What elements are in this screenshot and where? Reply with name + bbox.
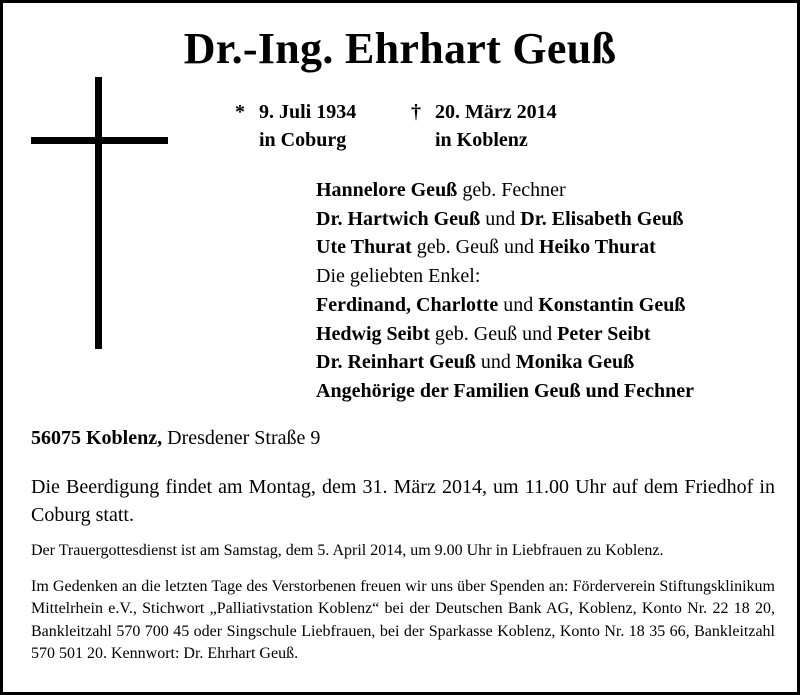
- family-line: Ferdinand, Charlotte und Konstantin Geuß: [316, 293, 686, 316]
- death-info: [411, 98, 557, 154]
- cross-icon-horizontal: [31, 137, 168, 144]
- address-street: Dresdener Straße 9: [167, 427, 321, 449]
- star-birth-icon: *: [235, 101, 245, 123]
- family-list: [316, 176, 694, 406]
- birth-date: 9. Juli 1934: [259, 101, 357, 123]
- address-city: 56075 Koblenz,: [31, 427, 163, 449]
- dagger-death-icon: †: [411, 101, 421, 123]
- family-line: Angehörige der Familien Geuß und Fechner: [316, 379, 694, 402]
- family-line: Hannelore Geuß geb. Fechner: [316, 179, 566, 201]
- address: [31, 424, 320, 452]
- birth-info: [235, 98, 356, 154]
- family-line: Dr. Hartwich Geuß und Dr. Elisabeth Geuß: [316, 207, 684, 230]
- burial-text: Die Beerdigung findet am Montag, dem 31. März 2014, um 11.00 Uhr auf dem Friedhof in Coburg statt.: [31, 476, 775, 526]
- family-line: Dr. Reinhart Geuß und Monika Geuß: [316, 351, 635, 374]
- death-date: 20. März 2014: [435, 101, 557, 123]
- family-line: Hedwig Seibt geb. Geuß und Peter Seibt: [316, 322, 651, 345]
- cross-icon-vertical: [95, 77, 102, 349]
- family-line: Die geliebten Enkel:: [316, 265, 481, 288]
- service-text: Der Trauergottesdienst ist am Samstag, dem 5. April 2014, um 9.00 Uhr in Liebfrauen zu Koblenz.: [31, 542, 664, 559]
- death-place: in Koblenz: [435, 129, 528, 151]
- donation-text: Im Gedenken an die letzten Tage des Verstorbenen freuen wir uns über Spenden an: Förderverein Stiftungsklinikum Mittelrhein e.V., Stichwort „Palliativstation Koblenz“ bei der Deutschen Bank AG, Koblenz, Konto Nr. 22 18 20, Bankleitzahl 570 700 45 oder Singschule Liebfrauen, bei der Sparkasse Koblenz, Konto Nr. 18 35 66, Bankleitzahl 570 501 20. Kennwort: Dr. Ehrhart Geuß.: [31, 578, 775, 662]
- family-line: Ute Thurat geb. Geuß und Heiko Thurat: [316, 236, 656, 259]
- birth-place: in Coburg: [259, 129, 347, 151]
- deceased-name: Dr.-Ing. Ehrhart Geuß: [183, 24, 617, 73]
